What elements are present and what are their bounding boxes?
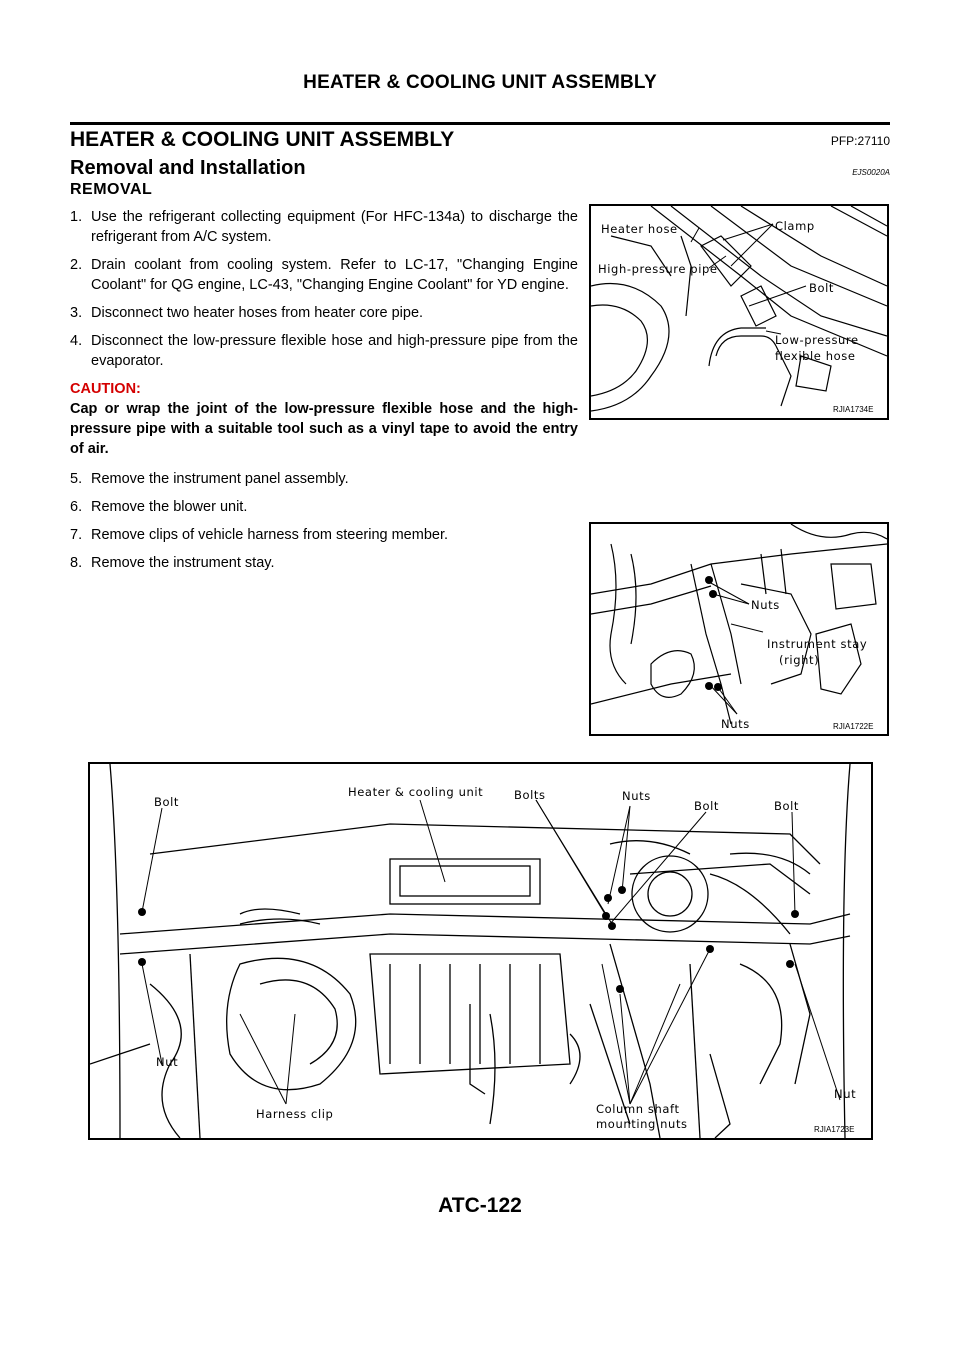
label-instrument-stay: Instrument stay [767, 637, 868, 651]
step-number: 8. [70, 555, 83, 571]
removal-heading: REMOVAL [70, 181, 153, 198]
label-nuts: Nuts [622, 789, 651, 803]
section-title: HEATER & COOLING UNIT ASSEMBLY [70, 128, 455, 151]
label-high-pressure-pipe: High-pressure pipe [598, 262, 718, 276]
label-mounting-nuts: mounting nuts [596, 1117, 688, 1131]
step-3 [70, 303, 578, 323]
step-text: Disconnect two heater hoses from heater core pipe. [91, 305, 424, 321]
label-nut-right: Nut [834, 1087, 857, 1101]
step-number: 1. [70, 209, 83, 225]
step-1 [70, 207, 578, 247]
label-bolt-left: Bolt [154, 795, 180, 809]
figure-heater-cooling-unit-drawing [90, 764, 871, 1138]
step-8 [70, 553, 578, 573]
label-bolt-right: Bolt [774, 799, 800, 813]
header-rule [70, 122, 890, 125]
step-number: 6. [70, 499, 83, 515]
label-low-pressure: Low-pressure [775, 333, 859, 347]
label-heater-cooling-unit: Heater & cooling unit [348, 785, 484, 799]
step-2 [70, 255, 578, 295]
label-clamp: Clamp [775, 219, 815, 233]
step-text: Remove the instrument stay. [91, 555, 275, 571]
step-number: 3. [70, 305, 83, 321]
step-text: Remove the blower unit. [91, 499, 248, 515]
label-heater-hose: Heater hose [601, 222, 678, 236]
page-number: ATC-122 [438, 1194, 522, 1217]
label-nut-left: Nut [156, 1055, 179, 1069]
figure-heater-cooling-unit [88, 762, 873, 1140]
figure-code: RJIA1723E [814, 1125, 855, 1134]
figure-heater-hose-drawing [591, 206, 887, 418]
doc-code: EJS0020A [852, 168, 890, 177]
label-flexible-hose: flexible hose [775, 349, 856, 363]
caution-text: Cap or wrap the joint of the low-pressure flexible hose and the high-pressure pipe with a suitable tool such as a vinyl tape to avoid the entry of air. [70, 401, 578, 457]
step-number: 7. [70, 527, 83, 543]
figure-code: RJIA1734E [833, 405, 874, 414]
step-text: Drain coolant from cooling system. Refer to LC-17, "Changing Engine Coolant" for QG engine, LC-43, "Changing Engine Coolant" for YD engine. [91, 257, 578, 293]
label-harness-clip: Harness clip [256, 1107, 334, 1121]
label-bolt: Bolt [809, 281, 835, 295]
step-number: 5. [70, 471, 83, 487]
step-6 [70, 497, 578, 517]
pfp-code: PFP:27110 [830, 134, 890, 148]
label-nuts-bottom: Nuts [721, 717, 750, 731]
figure-heater-hose [589, 204, 889, 420]
figure-instrument-stay [589, 522, 889, 736]
step-number: 4. [70, 333, 83, 349]
running-header: HEATER & COOLING UNIT ASSEMBLY [303, 72, 657, 93]
step-text: Disconnect the low-pressure flexible hose and high-pressure pipe from the evaporator. [91, 333, 578, 369]
step-text: Remove clips of vehicle harness from steering member. [91, 527, 449, 543]
label-instrument-stay-right: (right) [779, 653, 820, 667]
procedure-steps [70, 207, 578, 581]
step-text: Remove the instrument panel assembly. [91, 471, 349, 487]
label-bolts: Bolts [514, 788, 546, 802]
subsection-title: Removal and Installation [70, 157, 306, 179]
step-7 [70, 525, 578, 545]
label-bolt-mid: Bolt [694, 799, 720, 813]
figure-code: RJIA1722E [833, 722, 874, 731]
figure-instrument-stay-drawing [591, 524, 887, 734]
caution-title: CAUTION: [70, 381, 141, 397]
step-5 [70, 469, 578, 489]
step-text: Use the refrigerant collecting equipment (For HFC-134a) to discharge the refrigerant from A/C system. [91, 209, 578, 245]
label-nuts-top: Nuts [751, 598, 780, 612]
step-number: 2. [70, 257, 83, 273]
label-column-shaft: Column shaft [596, 1102, 680, 1116]
step-4 [70, 331, 578, 371]
